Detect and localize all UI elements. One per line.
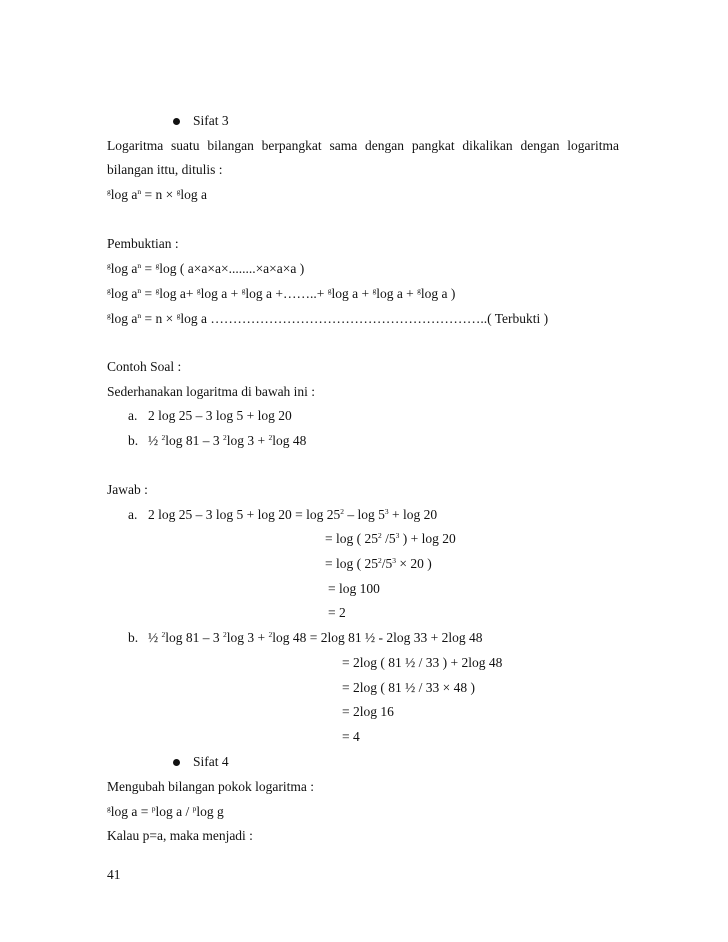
answer-b-line-5: = 4 xyxy=(342,729,360,744)
answer-b-marker: b. xyxy=(128,630,139,645)
proof-line-3: $^g$log $a^n = n \times ^g\log$ a ……………………………………………………..( Terbukti ) xyxy=(107,311,549,326)
sifat3-heading: Sifat 3 xyxy=(193,113,229,128)
proof-line-1: $^g$log $a^n = ^g\log$ ( a×a×a×........×a×a×a ) xyxy=(107,261,305,276)
answer-b-line-2: = 2log ( 81 ½ / 33 ) + 2log 48 xyxy=(342,655,503,670)
answer-a-line-1: 2 log 25 – 3 $\log 5 + \log 20 = \log 25^2 - \log 5^3 + \log 20$ xyxy=(148,507,438,522)
example-b-marker: b. xyxy=(128,433,139,448)
example-instruction: Sederhanakan logaritma di bawah ini : xyxy=(107,384,316,399)
answer-a-line-5: = 2 xyxy=(328,605,346,620)
example-a-marker: a. xyxy=(128,408,138,423)
sifat3-description-line2: bilangan ittu, ditulis : xyxy=(107,162,223,177)
example-a-text: 2 log 25 – 3 log 5 + log 20 xyxy=(148,408,292,423)
answer-title: Jawab : xyxy=(107,482,148,497)
answer-a-line-3: = log ( $25^2/5^3 \times 20$ ) xyxy=(325,556,432,571)
proof-title: Pembuktian : xyxy=(107,236,179,251)
example-b-text: ½ $^2$log 81 – 3 $^2$log 3 + $^2$log 48 xyxy=(148,433,307,448)
answer-b-line-4: = 2log 16 xyxy=(342,704,394,719)
sifat4-formula: $^g$log a = $^p$log a / $^p$log g xyxy=(107,804,224,819)
sifat4-note: Kalau p=a, maka menjadi : xyxy=(107,828,253,843)
sifat3-formula: $^g$log $a^n = n \times ^g\log$ a xyxy=(107,187,207,202)
example-title: Contoh Soal : xyxy=(107,359,182,374)
answer-b-line-1: ½ $^2$log 81 – 3 $^2$log 3 + $^2$log 48 = 2log 81 ½ - 2log 33 + 2log 48 xyxy=(148,630,483,645)
sifat3-description-line1: Logaritma suatu bilangan berpangkat sama dengan pangkat dikalikan dengan logaritma xyxy=(107,138,619,153)
sifat4-heading: Sifat 4 xyxy=(193,754,229,769)
answer-a-marker: a. xyxy=(128,507,138,522)
answer-a-line-4: = log 100 xyxy=(328,581,380,596)
proof-line-2: $^g$log $a^n = ^g\log$ a+ $^g$log a + $^g$log a +……..+ $^g$log a + $^g$log a + $^g$log a ) xyxy=(107,286,456,301)
answer-a-line-2: = log ( $25^2$ $/5^3$ ) + log 20 xyxy=(325,531,456,546)
answer-b-line-3: = 2log ( 81 ½ / 33 × 48 ) xyxy=(342,680,475,695)
sifat4-description: Mengubah bilangan pokok logaritma : xyxy=(107,779,314,794)
bullet-icon xyxy=(173,118,180,125)
bullet-icon xyxy=(173,759,180,766)
page-number: 41 xyxy=(107,867,121,882)
